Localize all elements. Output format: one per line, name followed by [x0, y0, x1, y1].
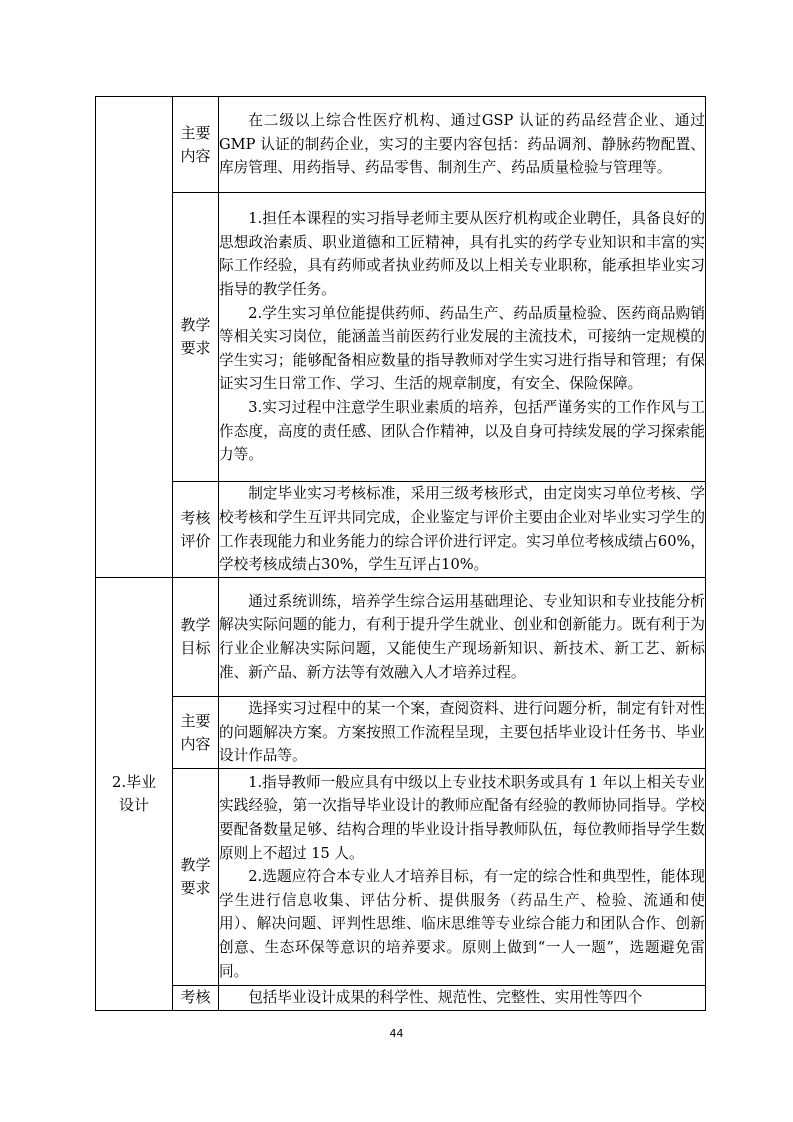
row-content: [219, 986, 706, 1011]
page-number: 44: [389, 1027, 404, 1040]
row-label: 教学 要求: [173, 193, 219, 482]
paragraph: 选择实习过程中的某一个案，查阅资料、进行问题分析，制定有针对性的问题解决方案。方案按照工作流程呈现，主要包括毕业设计任务书、毕业设计作品等。: [219, 700, 705, 765]
table-row: [96, 97, 706, 193]
paragraph: 制定毕业实习考核标准，采用三级考核形式，由定岗实习单位考核、学校考核和学生互评共同完成，企业鉴定与评价主要由企业对毕业实习学生的工作表现能力和业务能力的综合评价进行评定。实习单位考核成绩占60%，学校考核成绩占30%，学生互评占10%。: [219, 485, 705, 574]
paragraph: 2.学生实习单位能提供药师、药品生产、药品质量检验、医药商品购销等相关实习岗位，能涵盖当前医药行业发展的主流技术，可接纳一定规模的学生实习；能够配备相应数量的指导教师对学生实习进行指导和管理；有保证实习生日常工作、学习、生活的规章制度，有安全、保险保障。: [219, 304, 705, 393]
row-label: 教学 目标: [173, 578, 219, 697]
paragraph: 包括毕业设计成果的科学性、规范性、完整性、实用性等四个: [248, 989, 643, 1006]
row-content: [219, 482, 706, 578]
paragraph: 2.选题应符合本专业人才培养目标，有一定的综合性和典型性，能体现学生进行信息收集、评估分析、提供服务（药品生产、检验、流通和使用）、解决问题、评判性思维、临床思维等专业综合能力和团队合作、创新创意、生态环保等意识的培养要求。原则上做到“一人一题”，选题避免雷同。: [219, 868, 705, 980]
row-label: 主要 内容: [173, 97, 219, 193]
table-row: [96, 697, 706, 769]
table-row: [96, 193, 706, 482]
row-content: [219, 193, 706, 482]
section-label: [96, 97, 173, 578]
row-content: [219, 697, 706, 769]
paragraph: 通过系统训练，培养学生综合运用基础理论、专业知识和专业技能分析解决实际问题的能力，有利于提升学生就业、创业和创新能力。既有利于为行业企业解决实际问题，又能使生产现场新知识、新技术、新工艺、新标准、新产品、新方法等有效融入人才培养过程。: [219, 592, 705, 681]
table-row: [96, 482, 706, 578]
row-label: 考核: [173, 986, 219, 1011]
row-label: 考核 评价: [173, 482, 219, 578]
row-content: [219, 769, 706, 986]
row-label: 教学 要求: [173, 769, 219, 986]
table-row: [96, 986, 706, 1011]
curriculum-table: [95, 96, 706, 1011]
table-row: [96, 769, 706, 986]
paragraph: 1.指导教师一般应具有中级以上专业技术职务或具有 1 年以上相关专业实践经验，第一次指导毕业设计的教师应配备有经验的教师协同指导。学校要配备数量足够、结构合理的毕业设计指导教师队伍，每位教师指导学生数原则上不超过 15 人。: [219, 773, 705, 862]
paragraph: 1.担任本课程的实习指导老师主要从医疗机构或企业聘任，具备良好的思想政治素质、职业道德和工匠精神，具有扎实的药学专业知识和丰富的实际工作经验，具有药师或者执业药师及以上相关专业职称，能承担毕业实习指导的教学任务。: [219, 210, 705, 299]
section-label: 2.毕业 设计: [96, 578, 173, 1011]
row-content: [219, 578, 706, 697]
paragraph: 3.实习过程中注意学生职业素质的培养，包括严谨务实的工作作风与工作态度，高度的责任感、团队合作精神，以及自身可持续发展的学习探索能力等。: [219, 398, 705, 464]
row-content: [219, 97, 706, 193]
row-label: 主要 内容: [173, 697, 219, 769]
table-row: [96, 578, 706, 697]
paragraph: 在二级以上综合性医疗机构、通过GSP 认证的药品经营企业、通过GMP 认证的制药企业，实习的主要内容包括：药品调剂、静脉药物配置、库房管理、用药指导、药品零售、制剂生产、药品质量检验与管理等。: [219, 112, 705, 177]
